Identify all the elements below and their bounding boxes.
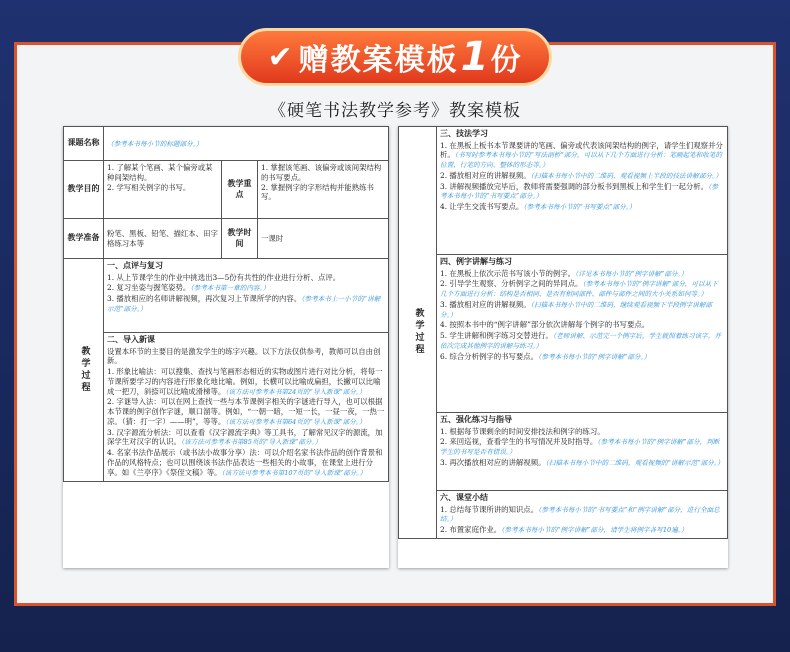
practice-item-3: 3. 再次播放相对应的讲解视频。	[440, 457, 546, 467]
label-time: 教学时间	[222, 219, 258, 259]
intro-item-3: 3. 汉字源流分析法：可以查看《汉字源流字典》等工具书，了解常见汉字的源流，加深学生对汉字的认识。	[107, 427, 383, 447]
technique-item-2: 2. 播放相对应的讲解视频。	[440, 170, 531, 180]
summary-item-2: 2. 布置家庭作业。	[440, 525, 502, 535]
examples-item-3: 3. 播放相对应的讲解视频。	[440, 299, 531, 309]
summary-note-1: （参考本书每小节的“书写要点”和“例字讲解”部分，进行全面总结。）	[440, 505, 720, 524]
examples-item-1: 1. 在黑板上依次示范书写该小节的例字。	[440, 268, 576, 278]
document-title: 《硬笔书法教学参考》教案模板	[269, 101, 521, 121]
practice-note-2: （参考本书每小节的“例字讲解”部分，判断学生的书写是否有错误。）	[440, 438, 720, 457]
intro-note-1: （该方法可参考本书第24页的“导入新课”部分。）	[225, 387, 366, 396]
section-practice	[437, 413, 728, 491]
purpose-text: 1. 了解某个笔画、某个偏旁或某种间架结构。 2. 学写相关例字的书写。	[104, 161, 222, 219]
examples-item-2: 2. 引导学生观察、分析例字之间的异同点。	[440, 279, 583, 289]
examples-item-5: 5. 学生讲解和例字练习交替进行。	[440, 331, 553, 341]
key-points-text: 1. 掌握该笔画、该偏旁或该间架结构的书写要点。 2. 掌握例字的字形结构并能熟练书写。	[258, 161, 389, 219]
intro-text: 设置本环节的主要目的是激发学生的练字兴趣。以下方法仅供参考，教师可以自由创新。	[107, 346, 381, 366]
review-note-3: （参考本书上一小节的“讲解示范”部分。）	[107, 295, 381, 313]
practice-note-3: （扫描本书每小节中的二维码，观看视频的“讲解示范”部分。）	[545, 458, 724, 467]
intro-note-3: （该方法可参考本书第85页的“导入新课”部分。）	[180, 438, 322, 447]
label-purpose: 教学目的	[64, 161, 104, 219]
technique-note-2: （扫描本书每小节中的二维码，观看视频上半段的技法讲解部分。）	[530, 171, 722, 180]
section-examples	[437, 255, 728, 413]
summary-item-1: 1. 总结每节课所讲的知识点。	[440, 504, 539, 514]
section-examples-title: 四、例字讲解与练习	[440, 257, 512, 266]
technique-item-3: 3. 讲解视频播放完毕后，教师将需要强调的部分板书到黑板上和学生们一起分析。	[440, 181, 709, 191]
intro-item-4: 4. 名家书法作品展示（或书法小故事分享）法：可以介绍名家书法作品的创作背景和作品的风格特点；也可以围绕该书法作品表达一些相关的小故事，在课堂上进行分享。如《兰亭序》《祭侄文稿》等。	[107, 448, 383, 477]
section-review-title: 一、点评与复习	[107, 261, 163, 270]
lesson-plan-table-right	[398, 126, 728, 539]
banner-number: 1	[460, 34, 489, 80]
section-intro-title: 二、导入新课	[107, 335, 155, 344]
practice-item-2: 2. 来回巡视，查看学生的书写情况并及时指导。	[440, 437, 598, 447]
preparation-text: 粉笔、黑板、铅笔、描红本、田字格练习本等	[104, 219, 222, 259]
label-process-right: 教学过程	[399, 127, 437, 539]
intro-note-2: （该方法可参考本书第64页的“导入新课”部分。）	[225, 417, 366, 426]
section-summary	[437, 491, 728, 539]
topic-note: （参考本书每小节的标题部分。）	[107, 139, 203, 148]
review-note-2: （参考本书第一章的内容。）	[190, 284, 270, 293]
section-technique-title: 三、技法学习	[440, 129, 488, 138]
section-intro	[104, 333, 389, 482]
technique-note-4: （参考本书每小节的“书写要点”部分。）	[523, 203, 636, 212]
review-item-3: 3. 播放相应的名师讲解视频，再次复习上节课所学的内容。	[107, 294, 302, 304]
intro-item-2: 2. 字谜导入法：可以在网上查找一些与本节课例字相关的字谜进行导入，也可以根据本节课的例字创作字谜，顺口溜等。例如，“一朝一暗，一短一长，一昼一夜，一热一凉。（猜：打一字）——明”，等等。	[107, 397, 385, 426]
examples-note-5: （老师讲解、示范完一个例字后，学生就照着练习该字，并依次完成其他例字的讲解与练习。）	[440, 332, 722, 350]
label-preparation: 教学准备	[64, 219, 104, 259]
label-process-left: 教学过程	[64, 259, 104, 482]
review-item-2: 2. 复习坐姿与握笔姿势。	[107, 283, 191, 293]
lesson-plan-left-page	[63, 126, 389, 568]
section-practice-title: 五、强化练习与指导	[440, 415, 512, 424]
technique-note-1: （书写时参考本书每小节的“写法剖析”部分，可以从下几个方面进行分析：笔画起笔和收笔的位置、行笔的方向、整体的形态等。）	[440, 151, 722, 170]
section-technique	[437, 127, 728, 255]
review-item-1: 1. 从上节课学生的作业中挑选出3—5份有共性的作业进行分析、点评。	[107, 272, 341, 282]
gift-banner	[238, 28, 552, 86]
summary-note-2: （参考本书每小节的“例字讲解”部分，请学生将例字各写10遍。）	[501, 526, 688, 535]
label-topic: 课题名称	[64, 127, 104, 161]
section-summary-title: 六、课堂小结	[440, 493, 488, 502]
intro-note-4: （该方法可参考本书第107页的“导入新课”部分。）	[221, 468, 367, 477]
examples-item-6: 6. 综合分析例字的书写要点。	[440, 351, 539, 361]
time-text: 一课时	[258, 219, 389, 259]
technique-item-1: 1. 在黑板上板书本节课要讲的笔画、偏旁或代表该间架结构的例字，请学生们观察并分析。	[440, 140, 723, 160]
examples-note-6: （参考本书每小节的“例字讲解”部分。）	[538, 352, 651, 361]
technique-item-4: 4. 让学生交流书写要点。	[440, 202, 524, 212]
lesson-plan-table-left	[63, 126, 389, 482]
examples-note-2: （参考本书每小节的“例字讲解”部分，可以从下几个方面进行分析：结构是否相同、是否有相同部件、部件与部件之间的大小关系如何等。）	[440, 280, 718, 299]
section-review	[104, 259, 389, 333]
examples-note-3: （扫描本书每小节中的二维码，继续观看视频下半段例字讲解部分。）	[440, 300, 713, 319]
banner-unit: 份	[490, 43, 523, 78]
banner-text: 赠教案模板	[298, 43, 459, 78]
examples-note-1: （详见本书每小节的“例字讲解”部分。）	[575, 269, 688, 278]
technique-note-3: （参考本书每小节的“书写要点”部分。）	[440, 182, 718, 201]
lesson-plan-right-page	[398, 126, 728, 568]
check-icon: ✔	[267, 39, 293, 75]
examples-item-4: 4. 按照本书中的“例字讲解”部分依次讲解每个例字的书写要点。	[440, 320, 650, 330]
practice-item-1: 1. 根据每节课剩余的时间安排技法和例字的练习。	[440, 426, 605, 436]
label-key-points: 教学重点	[222, 161, 258, 219]
intro-item-1: 1. 形象比喻法：可以搜集、查找与笔画形态相近的实物或图片进行对比分析，将每一节课所要学习的内容进行形象化地比喻。例如，长横可以比喻成扁担，长撇可以比喻成一把刀，斜捺可以比喻成滑梯等。	[107, 367, 383, 396]
